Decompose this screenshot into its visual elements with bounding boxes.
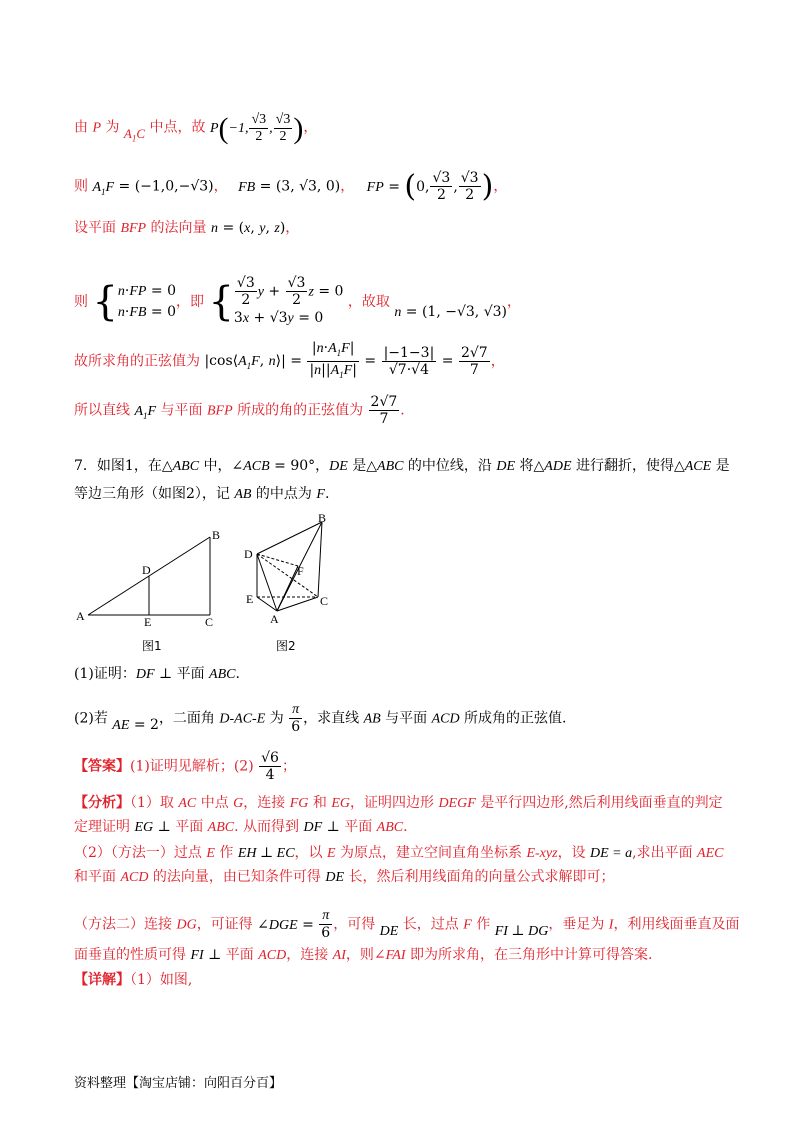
analysis-line-1: 【分析】（1）取 AC 中点 G，连接 FG 和 EG，证明四边形 DEGF 是平行四边形,然后利用线面垂直的判定 [74, 795, 723, 811]
fig2-edge-fa [277, 566, 298, 611]
fig2-label-d: D [244, 547, 253, 561]
detail-line: 【详解】（1）如图, [74, 972, 193, 988]
solution-line-vectors: 则 $A_1F = (-1,0,-√3)$， FB = (3, √3, 0)， FP = (0, $\frac{√3}{2}$ , $\frac{√3}{2}$ )， [74, 168, 508, 204]
fig1-label-e: E [144, 615, 152, 629]
solution-line-normal-vector: 设平面 BFP 的法向量 n = (x, y, z)， [74, 220, 300, 236]
question-7-part-1: (1)证明：DF ⊥ 平面 ABC. [74, 666, 240, 682]
fig1-label-d: D [142, 563, 151, 577]
solution-line-p-midpoint: 由 P 为 $A_1C$ 中点，故 P(−1, $\frac{√3}{2}$ , $\frac{√3}{2}$ )， [74, 111, 318, 145]
fig2-edge-ea [257, 597, 277, 611]
fig2-label-b: B [318, 511, 327, 525]
fig2-edge-da [257, 554, 277, 611]
answer-line: 【答案】(1)证明见解析；(2) $\frac{√6}{4}$ ； [74, 750, 296, 783]
fig2-label-f: F [297, 564, 304, 578]
solution-line-conclusion: 所以直线 $A_1F$ 与平面 BFP 所成的角的正弦值为 $\frac{2√7}{7}$ . [74, 394, 405, 427]
fig1-caption: 图1 [142, 639, 162, 653]
fig1-label-a: A [76, 609, 85, 623]
fig2-caption: 图2 [276, 639, 296, 653]
analysis-line-5: （方法二）连接 DG，可证得 ∠DGE = $\frac{\pi}{6}$ ，可得 DE 长，过点 F 作 FI ⊥ DG，垂足为 I，利用线面垂直及面 [74, 908, 740, 941]
fig2-label-a: A [270, 612, 279, 626]
fig1-label-c: C [205, 615, 214, 629]
analysis-line-6: 面垂直的性质可得 FI ⊥ 平面 ACD，连接 AI，则∠FAI 即为所求角，在三角形中计算可得答案. [74, 947, 653, 963]
solution-line-sine-value: 故所求角的正弦值为 $|\cos⟨A_1F$, n⟩| = $\frac{|n\cdot A_1F|}{|n||A_1F|}$ = $\frac{|-1-3|}{√7\cdot√4}$ = $\frac{2√7}{7}$ ， [74, 340, 505, 380]
question-7-part-2: (2)若 AE = 2，二面角 D-AC-E 为 $\frac{\pi}{6}$ ，求直线 AB 与平面 ACD 所成角的正弦值. [74, 702, 567, 735]
analysis-line-3: （2）（方法一）过点 E 作 EH ⊥ EC，以 E 为原点，建立空间直角坐标系 E-xyz，设 DE = a,求出平面 AEC [74, 845, 724, 861]
fig1-label-b: B [212, 528, 221, 542]
fig2-edge-bc [318, 522, 322, 597]
fig2-edge-db [257, 522, 322, 554]
solution-line-system: 则 {n·FP = 0 n·FB = 0，即 { $\frac{√3}{2}$ y + $\frac{√3}{2}$ z = 0 3x + √3y = 0 ，故取 n = (1, −√3, √3)， [74, 275, 521, 326]
footer-source: 资料整理【淘宝店铺：向阳百分百】 [74, 1076, 283, 1091]
fig2-label-c: C [320, 594, 329, 608]
analysis-line-2: 定理证明 EG ⊥ 平面 ABC. 从而得到 DF ⊥ 平面 ABC. [74, 819, 408, 835]
question-7-line-1: 7．如图1，在△ABC 中，∠ACB = 90°，DE 是△ABC 的中位线，沿 DE 将△ADE 进行翻折，使得△ACE 是 [74, 458, 730, 474]
analysis-line-4: 和平面 ACD 的法向量，由已知条件可得 DE 长，然后利用线面角的向量公式求解即可； [74, 869, 615, 885]
question-7-line-2: 等边三角形（如图2），记 AB 的中点为 F. [74, 486, 330, 502]
fig2-edge-df [257, 554, 298, 566]
fig2-label-e: E [246, 592, 254, 606]
